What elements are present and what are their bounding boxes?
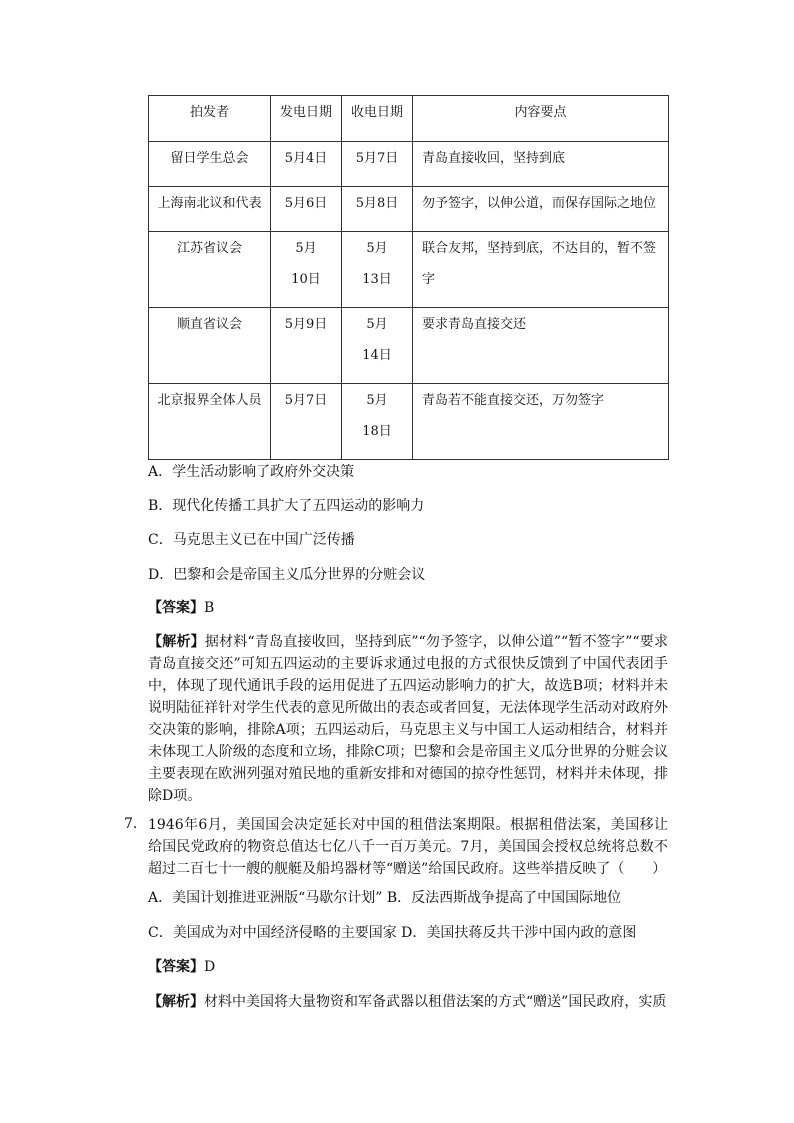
q7-analysis (148, 991, 668, 1013)
cell-content: 联合友邦，坚持到底，不达目的，暂不签字 (413, 232, 669, 308)
cell-send-date: 5月9日 (271, 308, 342, 384)
header-sender: 拍发者 (149, 96, 271, 142)
q7-option-a: A．美国计划推进亚洲版“马歇尔计划” (148, 890, 383, 906)
q6-analysis (148, 631, 668, 807)
cell-sender: 北京报界全体人员 (149, 384, 271, 460)
q6-answer-label: 【答案】 (148, 600, 204, 616)
table-row (149, 308, 669, 384)
cell-receive-date: 5月18日 (342, 384, 413, 460)
cell-receive-date: 5月14日 (342, 308, 413, 384)
cell-content: 青岛直接收回，坚持到底 (413, 142, 669, 187)
cell-content: 青岛若不能直接交还，万勿签字 (413, 384, 669, 460)
cell-send-date: 5月7日 (271, 384, 342, 460)
telegram-table (148, 95, 669, 460)
q7-options-cd (148, 923, 668, 943)
q7-answer (148, 957, 668, 977)
header-receive-date: 收电日期 (342, 96, 413, 142)
q6-option-c: C．马克思主义已在中国广泛传播 (148, 532, 355, 548)
q6-answer-value: B (204, 600, 215, 616)
cell-receive-date: 5月8日 (342, 187, 413, 232)
cell-receive-date: 5月7日 (342, 142, 413, 187)
cell-receive-date: 5月13日 (342, 232, 413, 308)
q7-option-d: D．美国扶蒋反共干涉中国内政的意图 (401, 925, 637, 941)
table-row (149, 384, 669, 460)
header-send-date: 发电日期 (271, 96, 342, 142)
table-row (149, 232, 669, 308)
q6-option-a: A．学生活动影响了政府外交决策 (148, 464, 355, 480)
q6-option-b: B．现代化传播工具扩大了五四运动的影响力 (148, 498, 425, 514)
table-row (149, 142, 669, 187)
table-header-row (149, 96, 669, 142)
cell-sender: 江苏省议会 (149, 232, 271, 308)
q7-options-ab (148, 888, 668, 908)
cell-send-date: 5月4日 (271, 142, 342, 187)
q7-answer-value: D (204, 959, 216, 975)
q7-analysis-text: 材料中美国将大量物资和军备武器以租借法案的方式“赠送”国民政府，实质 (204, 994, 667, 1010)
cell-sender: 上海南北议和代表 (149, 187, 271, 232)
cell-sender: 留日学生总会 (149, 142, 271, 187)
table-row (149, 187, 669, 232)
q6-option-d: D．巴黎和会是帝国主义瓜分世界的分赃会议 (148, 567, 426, 583)
q6-analysis-text: 据材料“青岛直接收回，坚持到底”“勿予签字，以伸公道”“暂不签字”“要求青岛直接交还”可知五四运动的主要诉求通过电报的方式很快反馈到了中国代表团手中，体现了现代通讯手段的运用促进了五四运动影响力的扩大，故选B项；材料并未说明陆征祥针对学生代表的意见所做出的表态或者回复，无法体现学生活动对政府外交决策的影响，排除A项；五四运动后，马克思主义与中国工人运动相结合，材料并未体现工人阶级的态度和立场，排除C项；巴黎和会是帝国主义瓜分世界的分赃会议主要表现在欧洲列强对殖民地的重新安排和对德国的掠夺性惩罚，材料并未体现，排除D项。 (148, 634, 669, 804)
q6-answer (148, 598, 668, 618)
q7-option-c: C．美国成为对中国经济侵略的主要国家 (148, 925, 397, 941)
q6-analysis-label: 【解析】 (148, 634, 205, 650)
cell-content: 勿予签字，以伸公道，而保存国际之地位 (413, 187, 669, 232)
q7-analysis-label: 【解析】 (148, 994, 204, 1010)
cell-sender: 顺直省议会 (149, 308, 271, 384)
q7-stem: 1946年6月，美国国会决定延长对中国的租借法案期限。根据租借法案，美国移让给国民党政府的物资总值达七亿八千一百万美元。7月，美国国会授权总统将总数不超过二百七十一艘的舰艇及船坞器材等“赠送”给国民政府。这些举措反映了（ ） (148, 817, 668, 877)
cell-send-date: 5月6日 (271, 187, 342, 232)
q7-number: 7． (124, 816, 147, 832)
header-content: 内容要点 (413, 96, 669, 142)
cell-content: 要求青岛直接交还 (413, 308, 669, 384)
q7-answer-label: 【答案】 (148, 959, 204, 975)
q7-option-b: B．反法西斯战争提高了中国国际地位 (386, 890, 622, 906)
cell-send-date: 5月10日 (271, 232, 342, 308)
